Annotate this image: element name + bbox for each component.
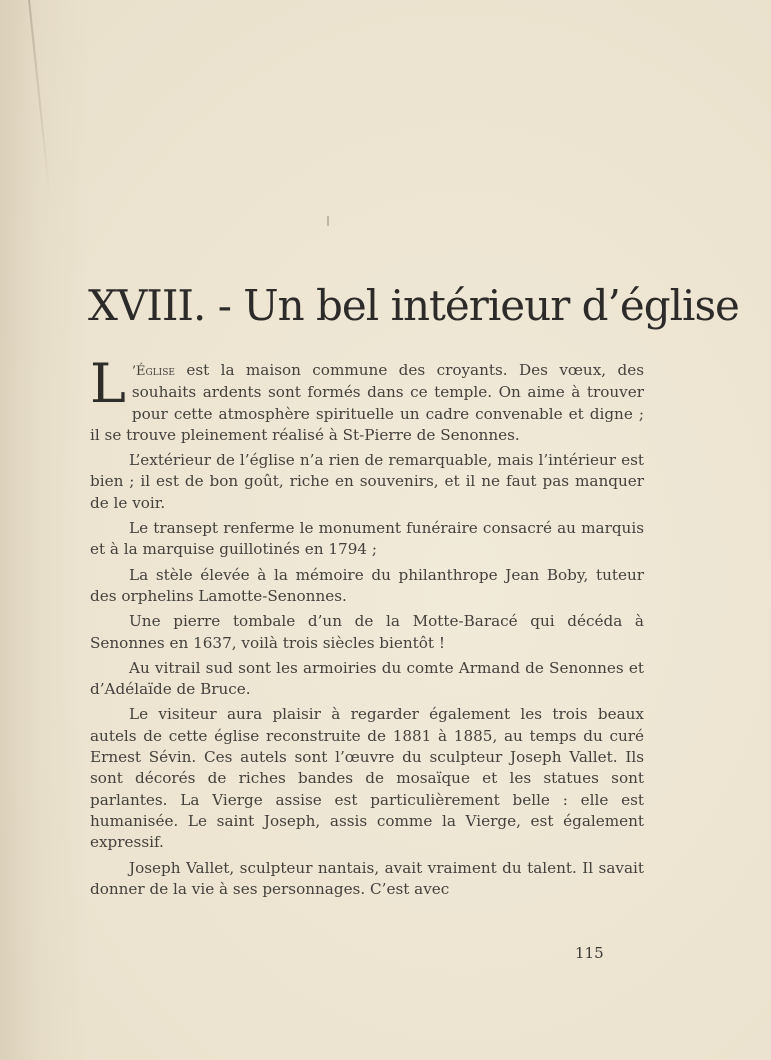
paragraph-8: Joseph Vallet, sculpteur nantais, avait vraiment du talent. Il savait donner de la vie à ses personnages. C’est avec <box>90 858 644 898</box>
chapter-title: XVIII. - Un bel intérieur d’église <box>88 281 739 330</box>
page-number: 115 <box>575 944 604 962</box>
drop-cap: L <box>90 352 126 415</box>
paper-speck <box>327 216 329 226</box>
paragraph-7: Le visiteur aura plaisir à regarder également les trois beaux autels de cette église reconstruite de 1881 à 1885, au temps du curé Ernest Sévin. Ces autels sont l’œuvre du sculpteur Joseph Vallet. Ils sont décorés de riches bandes de mosaïque et les statues sont parlantes. La Vierge assise est particulièrement belle : elle est humanisée. Le saint Joseph, assis comme la Vierge, est également expressif. <box>90 705 644 852</box>
body-text <box>90 352 644 904</box>
paragraph-1 <box>90 352 644 446</box>
paragraph-4: La stèle élevée à la mémoire du philanthrope Jean Boby, tuteur des orphelins Lamotte-Senonnes. <box>90 565 644 605</box>
paragraph-1-smallcaps: ’Église <box>131 364 175 379</box>
paragraph-3: Le transept renferme le monument funéraire consacré au marquis et à la marquise guillotinés en 1794 ; <box>90 519 644 559</box>
paragraph-5: Une pierre tombale d’un de la Motte-Baracé qui décéda à Senonnes en 1637, voilà trois siècles bientôt ! <box>90 612 644 652</box>
paragraph-6: Au vitrail sud sont les armoiries du comte Armand de Senonnes et d’Adélaïde de Bruce. <box>90 658 644 699</box>
page-fold-shadow <box>28 0 51 199</box>
paragraph-2: L’extérieur de l’église n’a rien de remarquable, mais l’intérieur est bien ; il est de bon goût, riche en souvenirs, et il ne faut pas manquer de le voir. <box>90 451 644 512</box>
paragraph-1-text: est la maison commune des croyants. Des vœux, des souhaits ardents sont formés dans ce temple. On aime à trouver pour cette atmosphère spirituelle un cadre convenable et digne ; il se trouve pleinement réalisé à St-Pierre de Senonnes. <box>90 361 644 444</box>
